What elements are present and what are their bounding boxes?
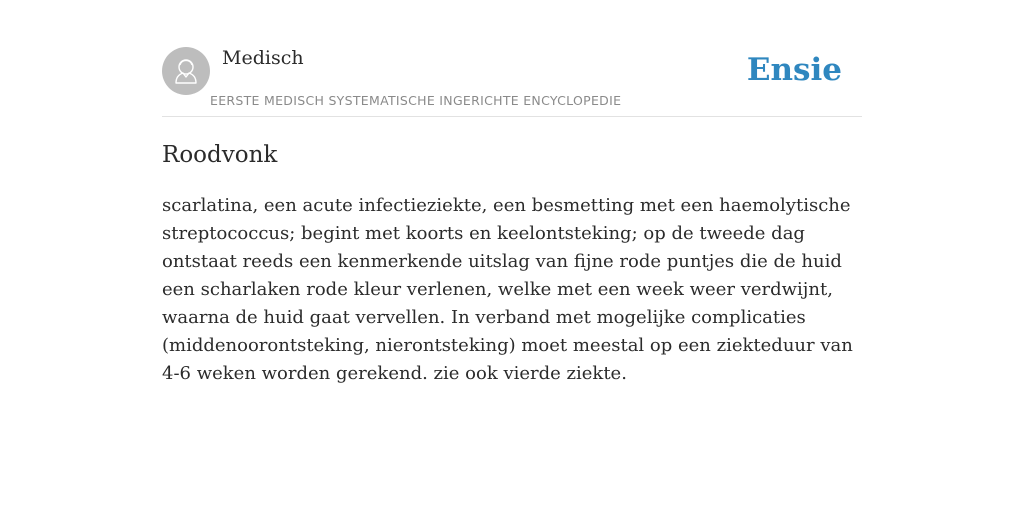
brand-logo[interactable]: Ensie bbox=[746, 52, 842, 88]
article-body: scarlatina, een acute infectieziekte, een besmetting met een haemolytische streptococcus; begint met koorts en keelontsteking; op de tweede dag ontstaat reeds een kenmerkende uitslag van fijne rode puntjes die de huid een scharlaken rode kleur verlenen, welke met een week weer verdwijnt, waarna de huid gaat vervellen. In verband met mogelijke complicaties (middenoorontsteking, nierontsteking) moet meestal op een ziekteduur van 4-6 weken worden gerekend. zie ook vierde ziekte. bbox=[162, 195, 853, 384]
user-icon[interactable] bbox=[162, 47, 210, 95]
author-name[interactable]: Medisch bbox=[222, 47, 304, 69]
page-title: Roodvonk bbox=[162, 142, 278, 168]
header bbox=[162, 40, 862, 117]
source-subtitle: EERSTE MEDISCH SYSTEMATISCHE INGERICHTE ENCYCLOPEDIE bbox=[210, 93, 622, 108]
